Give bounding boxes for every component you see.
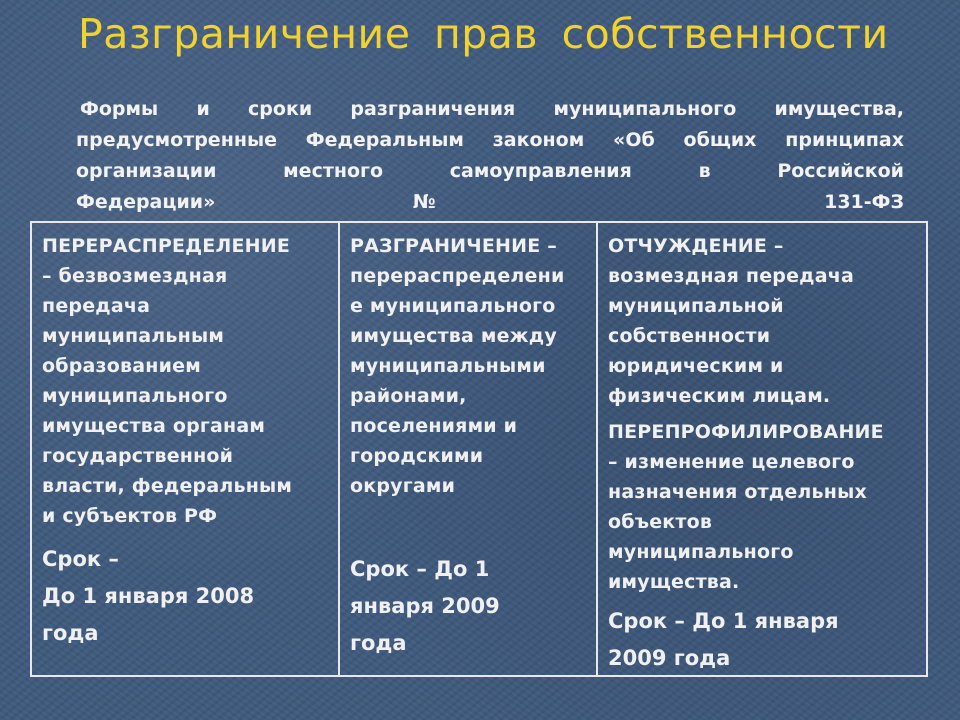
- term-line: года: [42, 621, 99, 645]
- term-line: 2009 года: [608, 646, 731, 670]
- column-heading: ПЕРЕРАСПРЕДЕЛЕНИЕ: [42, 235, 291, 257]
- intro-line: Формы и сроки разграничения муниципального имущества,: [80, 98, 904, 120]
- description-line: имущества между: [350, 325, 557, 347]
- column-heading: ПЕРЕПРОФИЛИРОВАНИЕ: [608, 421, 884, 443]
- description-line: муниципальным: [42, 325, 225, 347]
- column-redistribution: [32, 223, 338, 675]
- description-line: образованием: [42, 355, 201, 377]
- term-line: До 1 января 2008: [42, 584, 255, 608]
- forms-table: [30, 221, 928, 677]
- intro-line: организации местного самоуправления в Российской: [76, 160, 904, 182]
- term-line: Срок –: [42, 547, 119, 571]
- description-line: округами: [350, 475, 456, 497]
- description-line: – безвозмездная: [42, 265, 228, 287]
- description-line: муниципальной: [608, 295, 784, 317]
- term-line: Срок – До 1 января: [608, 609, 839, 633]
- intro-line: Федерации» № 131-ФЗ: [76, 191, 904, 213]
- description-line: муниципального: [608, 541, 794, 563]
- description-line: городскими: [350, 445, 484, 467]
- description-line: государственной: [42, 445, 234, 467]
- term-line: Срок – До 1: [350, 557, 490, 581]
- column-heading: ОТЧУЖДЕНИЕ –: [608, 235, 784, 257]
- description-line: объектов: [608, 511, 713, 533]
- description-line: муниципального: [42, 385, 228, 407]
- slide-title: Разграничение прав собственности: [78, 10, 889, 58]
- description-line: е муниципального: [350, 295, 556, 317]
- description-line: поселениями и: [350, 415, 518, 437]
- term-line: года: [350, 631, 407, 655]
- term-line: января 2009: [350, 594, 500, 618]
- description-line: – изменение целевого: [608, 451, 855, 473]
- intro-line: предусмотренные Федеральным законом «Об общих принципах: [76, 129, 904, 151]
- description-line: районами,: [350, 385, 467, 407]
- intro-paragraph: [76, 94, 904, 218]
- description-line: муниципальными: [350, 355, 546, 377]
- description-line: имущества органам: [42, 415, 266, 437]
- description-line: собственности: [608, 325, 771, 347]
- description-line: физическим лицам.: [608, 385, 831, 407]
- description-line: назначения отдельных: [608, 481, 867, 503]
- description-line: имущества.: [608, 571, 740, 593]
- column-delimitation: [338, 223, 596, 675]
- description-line: перераспределени: [350, 265, 565, 287]
- column-heading: РАЗГРАНИЧЕНИЕ –: [350, 235, 557, 257]
- description-line: и субъектов РФ: [42, 505, 218, 527]
- description-line: юридическим и: [608, 355, 784, 377]
- description-line: власти, федеральным: [42, 475, 293, 497]
- description-line: возмездная передача: [608, 265, 855, 287]
- column-alienation: [596, 223, 926, 675]
- description-line: передача: [42, 295, 151, 317]
